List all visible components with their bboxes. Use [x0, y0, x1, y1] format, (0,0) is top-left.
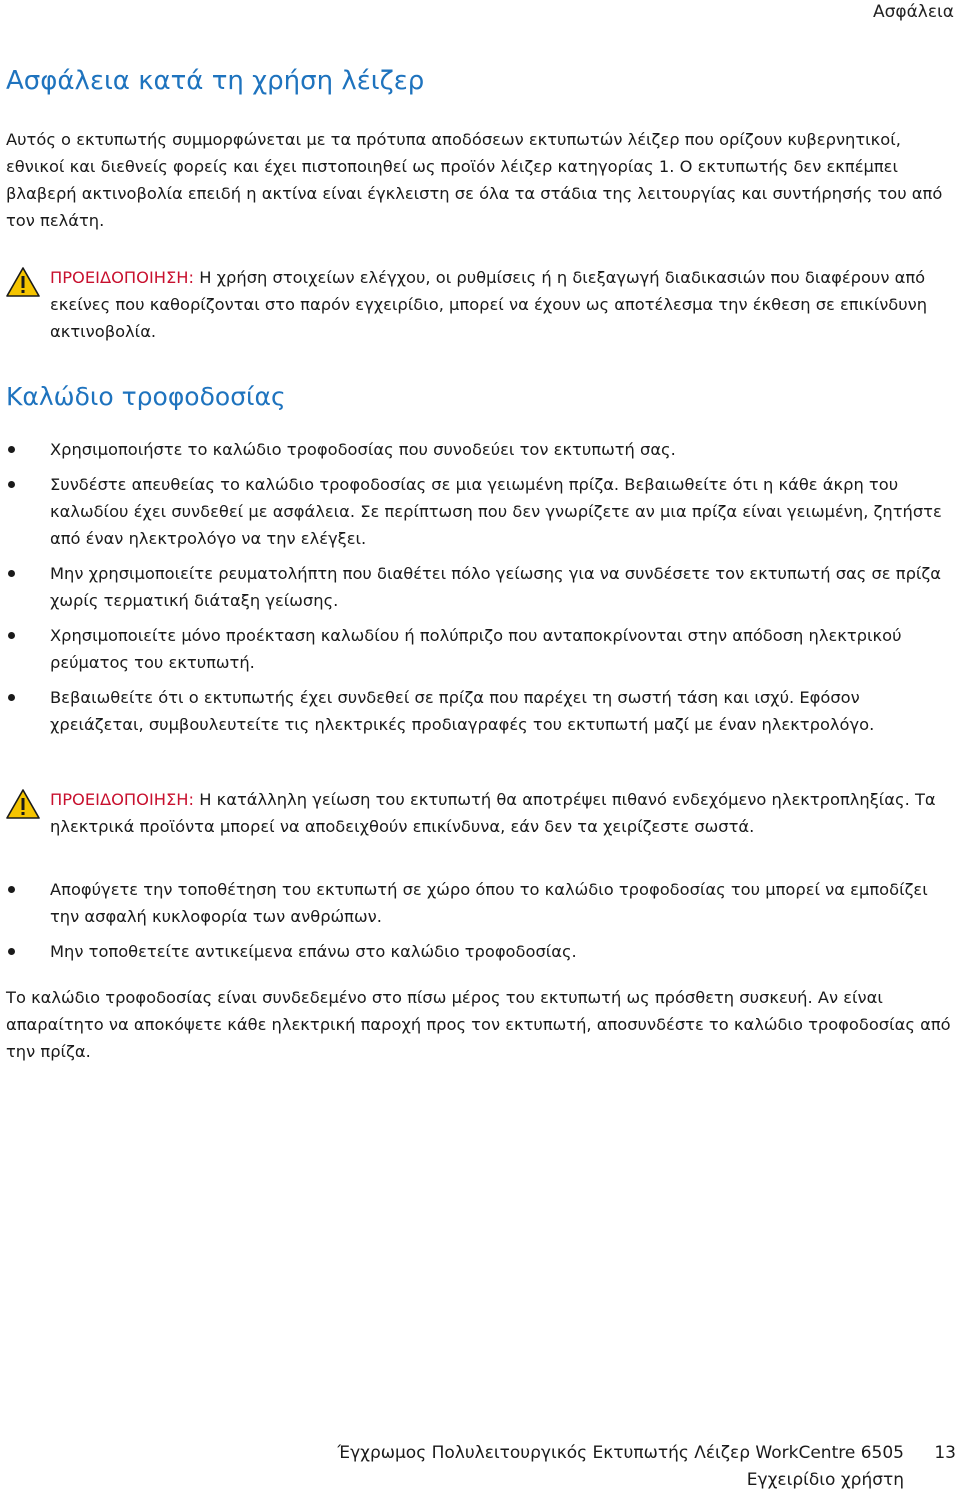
list-item: Χρησιμοποιείτε μόνο προέκταση καλωδίου ή πολύπριζο που ανταποκρίνονται στην απόδοση ηλεκτρικού ρεύματος του εκτυπωτή.: [6, 622, 956, 676]
warning-body: Η κατάλληλη γείωση του εκτυπωτή θα αποτρέψει πιθανό ενδεχόμενο ηλεκτροπληξίας. Τα ηλεκτρικά προϊόντα μπορεί να αποδειχθούν επικίνδυνα, εάν δεν τα χειρίζεστε σωστά.: [50, 790, 936, 836]
power-cord-bullet-list-2: [6, 876, 956, 973]
running-header: Ασφάλεια: [872, 2, 954, 22]
power-cord-closing-paragraph: Το καλώδιο τροφοδοσίας είναι συνδεδεμένο στο πίσω μέρος του εκτυπωτή ως πρόσθετη συσκευή. Αν είναι απαραίτητο να αποκόψετε κάθε ηλεκτρική παροχή προς τον εκτυπωτή, αποσυνδέστε το καλώδιο τροφοδοσίας από την πρίζα.: [6, 988, 951, 1061]
power-cord-heading: Καλώδιο τροφοδοσίας: [6, 382, 286, 411]
list-item: Βεβαιωθείτε ότι ο εκτυπωτής έχει συνδεθεί σε πρίζα που παρέχει τη σωστή τάση και ισχύ. Εφόσον χρειάζεται, συμβουλευτείτε τις ηλεκτρικές προδιαγραφές του εκτυπωτή μαζί με έναν ηλεκτρολόγο.: [6, 684, 956, 738]
warning-triangle-icon: [6, 267, 40, 297]
bullet-icon: [8, 570, 15, 577]
warning-body: Η χρήση στοιχείων ελέγχου, οι ρυθμίσεις ή η διεξαγωγή διαδικασιών που διαφέρουν από εκείνες που καθορίζονται στο παρόν εγχειρίδιο, μπορεί να έχουν ως αποτέλεσμα την έκθεση σε επικίνδυνη ακτινοβολία.: [50, 268, 928, 341]
bullet-icon: [8, 446, 15, 453]
bullet-icon: [8, 481, 15, 488]
laser-safety-heading: Ασφάλεια κατά τη χρήση λέιζερ: [6, 66, 425, 96]
warning-triangle-icon: [6, 789, 40, 819]
warning-label: ΠΡΟΕΙΔΟΠΟΙΗΣΗ:: [50, 790, 195, 809]
bullet-icon: [8, 948, 15, 955]
warning-label: ΠΡΟΕΙΔΟΠΟΙΗΣΗ:: [50, 268, 195, 287]
list-item: Αποφύγετε την τοποθέτηση του εκτυπωτή σε χώρο όπου το καλώδιο τροφοδοσίας του μπορεί να εμποδίζει την ασφαλή κυκλοφορία των ανθρώπων.: [6, 876, 956, 930]
grounding-warning-text: [50, 786, 956, 840]
footer-product-name: Έγχρωμος Πολυλειτουργικός Εκτυπωτής Λέιζερ WorkCentre 6505: [337, 1443, 904, 1463]
laser-warning-text: [50, 264, 956, 345]
page-number: 13: [934, 1443, 956, 1463]
laser-warning: [6, 264, 956, 345]
list-item: Μην τοποθετείτε αντικείμενα επάνω στο καλώδιο τροφοδοσίας.: [6, 938, 956, 965]
bullet-icon: [8, 694, 15, 701]
bullet-icon: [8, 632, 15, 639]
bullet-icon: [8, 886, 15, 893]
footer-guide-name: Εγχειρίδιο χρήστη: [746, 1470, 904, 1490]
list-item: Μην χρησιμοποιείτε ρευματολήπτη που διαθέτει πόλο γείωσης για να συνδέσετε τον εκτυπωτή σας σε πρίζα χωρίς τερματική διάταξη γείωσης.: [6, 560, 956, 614]
list-item: Χρησιμοποιήστε το καλώδιο τροφοδοσίας που συνοδεύει τον εκτυπωτή σας.: [6, 436, 956, 463]
laser-intro-paragraph: Αυτός ο εκτυπωτής συμμορφώνεται με τα πρότυπα αποδόσεων εκτυπωτών λέιζερ που ορίζουν κυβερνητικοί, εθνικοί και διεθνείς φορείς και έχει πιστοποιηθεί ως προϊόν λέιζερ κατηγορίας 1. Ο εκτυπωτής δεν εκπέμπει βλαβερή ακτινοβολία επειδή η ακτίνα είναι έγκλειστη σε όλα τα στάδια της λειτουργίας και συντήρησής του από τον πελάτη.: [6, 130, 943, 230]
list-item: Συνδέστε απευθείας το καλώδιο τροφοδοσίας σε μια γειωμένη πρίζα. Βεβαιωθείτε ότι η κάθε άκρη του καλωδίου έχει συνδεθεί με ασφάλεια. Σε περίπτωση που δεν γνωρίζετε αν μια πρίζα είναι γειωμένη, ζητήστε από έναν ηλεκτρολόγο να την ελέγξει.: [6, 471, 956, 552]
page-footer: [337, 1440, 904, 1494]
grounding-warning: [6, 786, 956, 840]
power-cord-bullet-list: [6, 436, 956, 746]
